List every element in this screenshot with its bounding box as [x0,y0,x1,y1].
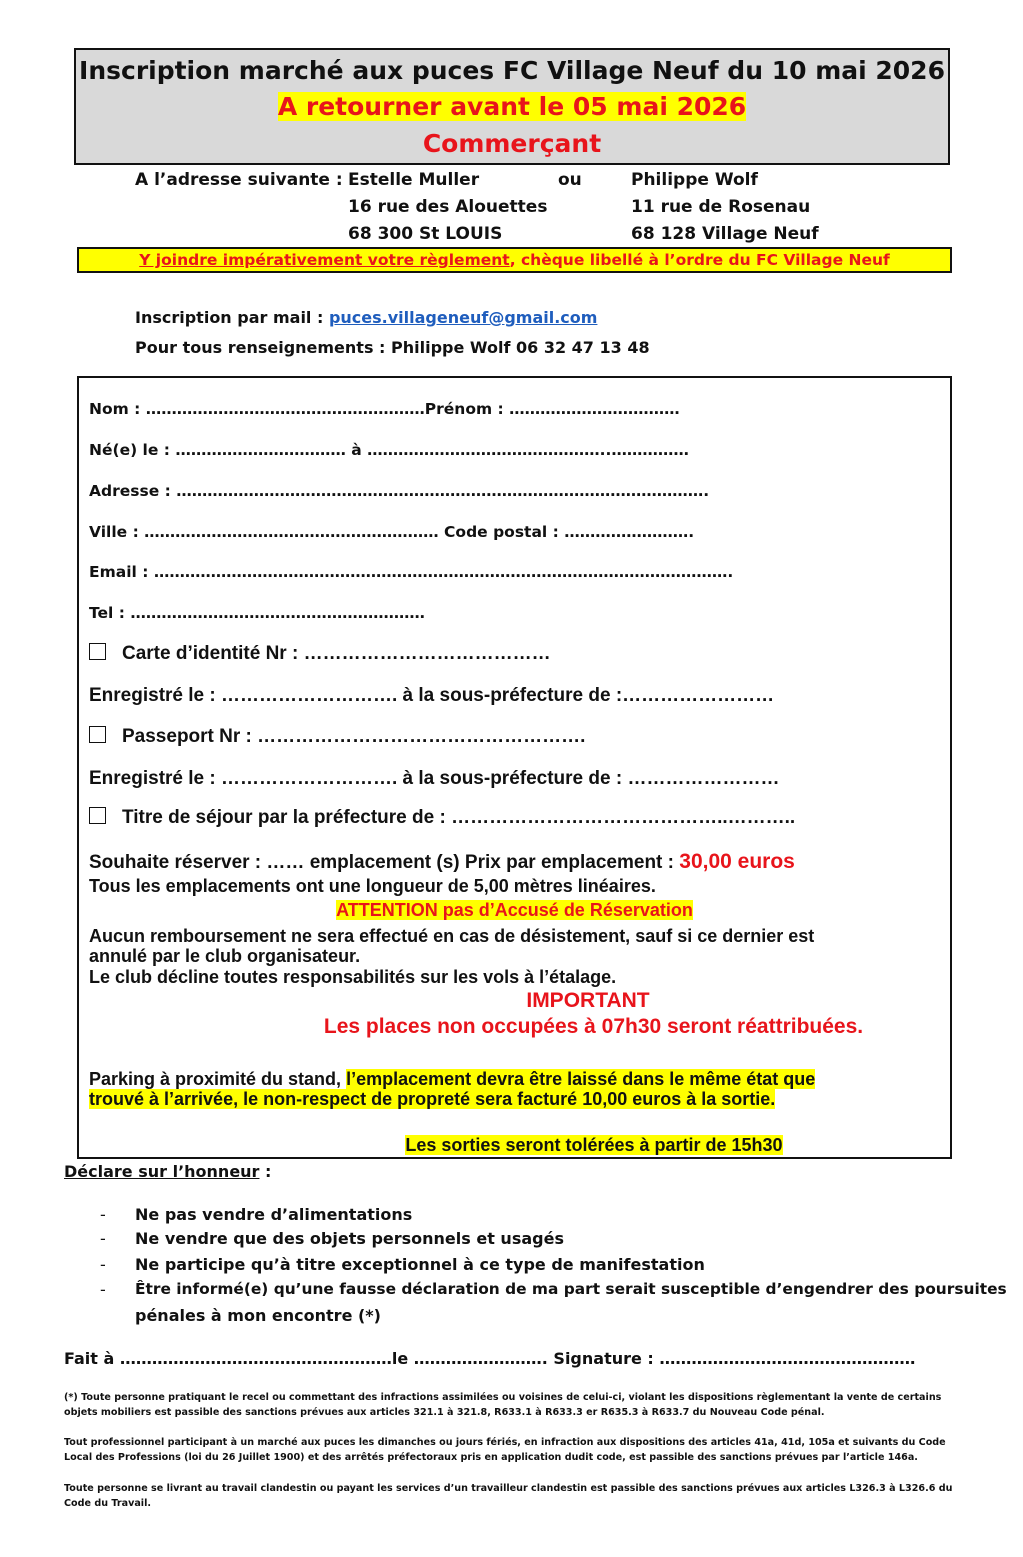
bullet-dash: - [100,1205,106,1224]
category-text: Commerçant [422,129,602,158]
payment-notice-rest: , chèque libellé à l’ordre du FC Village Neuf [509,251,890,269]
contact2-city: 68 128 Village Neuf [631,224,819,244]
deadline-text: A retourner avant le 05 mai 2026 [277,92,747,121]
parking-line1 [89,1069,815,1089]
titre-checkbox[interactable] [89,807,106,824]
mail-link[interactable]: puces.villageneuf@gmail.com [328,308,598,327]
reservation-line [89,852,795,873]
carte-field[interactable]: Carte d’identité Nr : ………………………………… [122,643,551,664]
carte-checkbox[interactable] [89,643,106,660]
info-line: Pour tous renseignements : Philippe Wolf 06 32 47 13 48 [135,338,650,357]
parking-line2: trouvé à l’arrivée, le non-respect de propreté sera facturé 10,00 euros à la sortie. [89,1089,776,1109]
address-label: A l’adresse suivante : [135,170,343,190]
carte-enreg-field[interactable]: Enregistré le : ………………………. à la sous-préfecture de :…………………… [89,685,775,706]
carte-row [89,643,551,665]
naissance-field[interactable]: Né(e) le : …………………………… à ………………………………………..…………… [89,441,689,459]
declaration-title: Déclare sur l’honneur : [64,1162,272,1181]
titre-field[interactable]: Titre de séjour par la préfecture de : ……………………………………..……….. [122,807,796,828]
passeport-row [89,726,585,748]
form-title: Inscription marché aux puces FC Village Neuf du 10 mai 2026 [79,56,945,85]
declaration-item: Ne participe qu’à titre exceptionnel à ce type de manifestation [135,1255,705,1274]
or-text: ou [558,170,582,190]
bullet-dash: - [100,1255,106,1274]
email-field[interactable]: Email : …………………………………………………………………………………………………. [89,563,734,581]
payment-notice [77,247,952,273]
contact2-street: 11 rue de Rosenau [631,197,811,217]
contact2-name: Philippe Wolf [631,170,758,190]
bullet-dash: - [100,1280,106,1299]
parking-highlight: l’emplacement devra être laissé dans le même état que [346,1069,816,1089]
passeport-enreg-field[interactable]: Enregistré le : ………………………. à la sous-préfecture de : …………………… [89,768,780,789]
refund-line2: annulé par le club organisateur. [89,946,361,966]
attention-text: ATTENTION pas d’Accusé de Réservation [336,900,693,920]
theft-text: Le club décline toutes responsabilités sur les vols à l’étalage. [89,967,617,987]
price-text: 30,00 euros [679,850,795,873]
header-box [74,48,950,165]
declaration-item: Ne pas vendre d’alimentations [135,1205,413,1224]
footnote-recel: (*) Toute personne pratiquant le recel ou commettant des infractions assimilées ou voisines de celui-ci, violant les dispositions règlementant la vente de certains objets mobiliers est passible des sanctions prévues aux articles 321.1 à 321.8, R633.1 à R633.3 er R635.3 à R633.7 du Nouveau Code pénal. [64,1392,942,1418]
contact1-city: 68 300 St LOUIS [348,224,503,244]
contact1-street: 16 rue des Alouettes [348,197,548,217]
declaration-item: Ne vendre que des objets personnels et usagés [135,1229,564,1248]
registration-form [77,376,952,1159]
contact1-name: Estelle Muller [348,170,480,190]
signature-line[interactable]: Fait à ……………………………………………le ……………………. Signature : ………………………………………… [64,1349,916,1368]
footnote-clandestin: Toute personne se livrant au travail clandestin ou payant les services d’un travailleur clandestin est passible des sanctions prévues aux articles L326.3 à L326.6 du Code du Travail. [64,1483,953,1509]
tel-field[interactable]: Tel : ………………………………………………… [89,604,425,622]
refund-line1: Aucun remboursement ne sera effectué en cas de désistement, sauf si ce dernier est [89,926,815,946]
nom-field[interactable]: Nom : ………………………………………………Prénom : …………………………… [89,400,680,418]
passeport-checkbox[interactable] [89,726,106,743]
important-text: IMPORTANT [526,989,650,1012]
mail-line [135,308,597,327]
length-text: Tous les emplacements ont une longueur de 5,00 mètres linéaires. [89,876,656,896]
footnote-professionnel: Tout professionnel participant à un marché aux puces les dimanches ou jours fériés, en infraction aux dispositions des articles 41a, 41d, 105a et suivants du Code Local des Professions (loi du 26 Juillet 1900) et des arrêtés préfectoraux pris en application dudit code, est passible des sanctions prévues par l’article 146a. [64,1437,946,1463]
reservation-text: Souhaite réserver : …… emplacement (s) Prix par emplacement : [89,852,680,873]
titre-row [89,807,795,829]
declaration-item-cont: pénales à mon encontre (*) [135,1306,381,1325]
payment-notice-main: Y joindre impérativement votre règlement [139,251,510,269]
declaration-item: Être informé(e) qu’une fausse déclaration de ma part serait susceptible d’engendrer des poursuites [135,1280,1007,1298]
parking-text: Parking à proximité du stand, [89,1069,347,1089]
places-text: Les places non occupées à 07h30 seront réattribuées. [323,1015,864,1038]
exits-text: Les sorties seront tolérées à partir de 15h30 [405,1135,783,1155]
ville-field[interactable]: Ville : ………………………………………………… Code postal : ……………………. [89,523,695,541]
bullet-dash: - [100,1229,106,1248]
passeport-field[interactable]: Passeport Nr : ……………………………………………. [122,726,586,747]
adresse-field[interactable]: Adresse : …………………………………………………………………………………………. [89,482,710,500]
mail-label: Inscription par mail : [135,308,329,327]
